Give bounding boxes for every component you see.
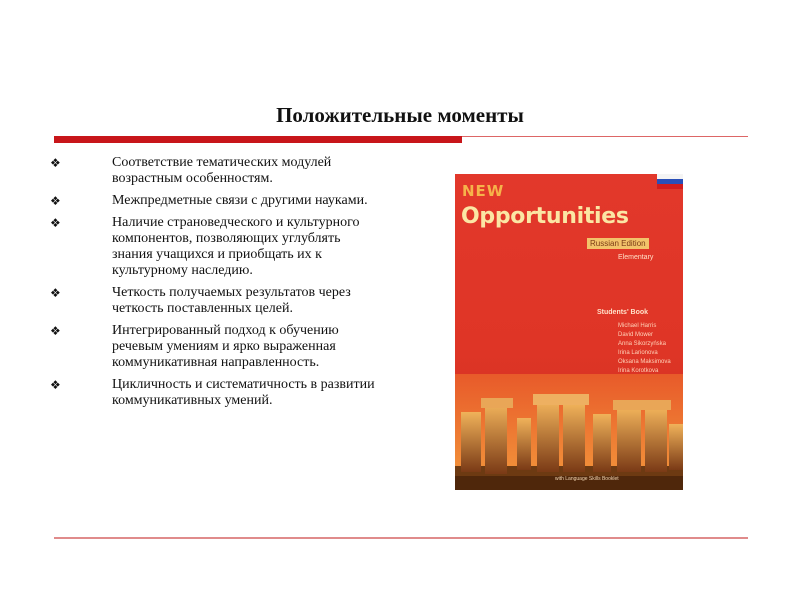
list-item	[50, 155, 380, 187]
book-new-label: NEW	[462, 182, 505, 200]
list-item	[50, 193, 380, 209]
bullet-text: Цикличность и систематичность в развитии коммуникативных умений.	[112, 377, 375, 408]
list-item	[50, 323, 380, 371]
slide-title: Положительные моменты	[276, 103, 524, 127]
book-level: Elementary	[618, 254, 654, 261]
diamond-bullet-icon: ❖	[50, 324, 61, 338]
diamond-bullet-icon: ❖	[50, 286, 61, 300]
book-author: Irina Larionova	[618, 350, 658, 356]
book-authors	[618, 322, 671, 376]
diamond-bullet-icon: ❖	[50, 216, 61, 230]
stonehenge-illustration	[455, 374, 683, 490]
bullet-text: Межпредметные связи с другими науками.	[112, 193, 368, 208]
diamond-bullet-icon: ❖	[50, 194, 61, 208]
bullet-text: Четкость получаемых результатов через четкость поставленных целей.	[112, 285, 383, 316]
list-item	[50, 215, 380, 279]
bullet-list	[50, 155, 383, 415]
bullet-text: Соответствие тематических модулей возрастным особенностям.	[112, 155, 332, 186]
book-edition-badge: Russian Edition	[587, 238, 649, 249]
book-author: Oksana Maksimova	[618, 359, 671, 365]
title-divider-accent	[54, 136, 462, 143]
diamond-bullet-icon: ❖	[50, 156, 61, 170]
list-item	[50, 285, 383, 317]
book-author: Michael Harris	[618, 323, 657, 329]
russian-flag-icon	[657, 174, 683, 189]
book-cover-image	[455, 174, 683, 490]
book-author: Anna Sikorzyńska	[618, 341, 667, 347]
diamond-bullet-icon: ❖	[50, 378, 61, 392]
bottom-divider-line	[54, 537, 748, 539]
book-title: Opportunities	[461, 204, 629, 229]
list-item	[50, 377, 380, 409]
book-cd-note: with Language Skills Booklet	[555, 476, 619, 482]
book-type: Students' Book	[597, 309, 649, 316]
bullet-text: Наличие страноведческого и культурного компонентов, позволяющих углублять знания учащихся и приобщать их к культурному наследию.	[112, 215, 360, 278]
book-author: David Mower	[618, 332, 654, 338]
book-author: Irina Korotkova	[618, 368, 659, 374]
bullet-text: Интегрированный подход к обучению речевым умениям и ярко выраженная коммуникативная направленность.	[112, 323, 339, 370]
